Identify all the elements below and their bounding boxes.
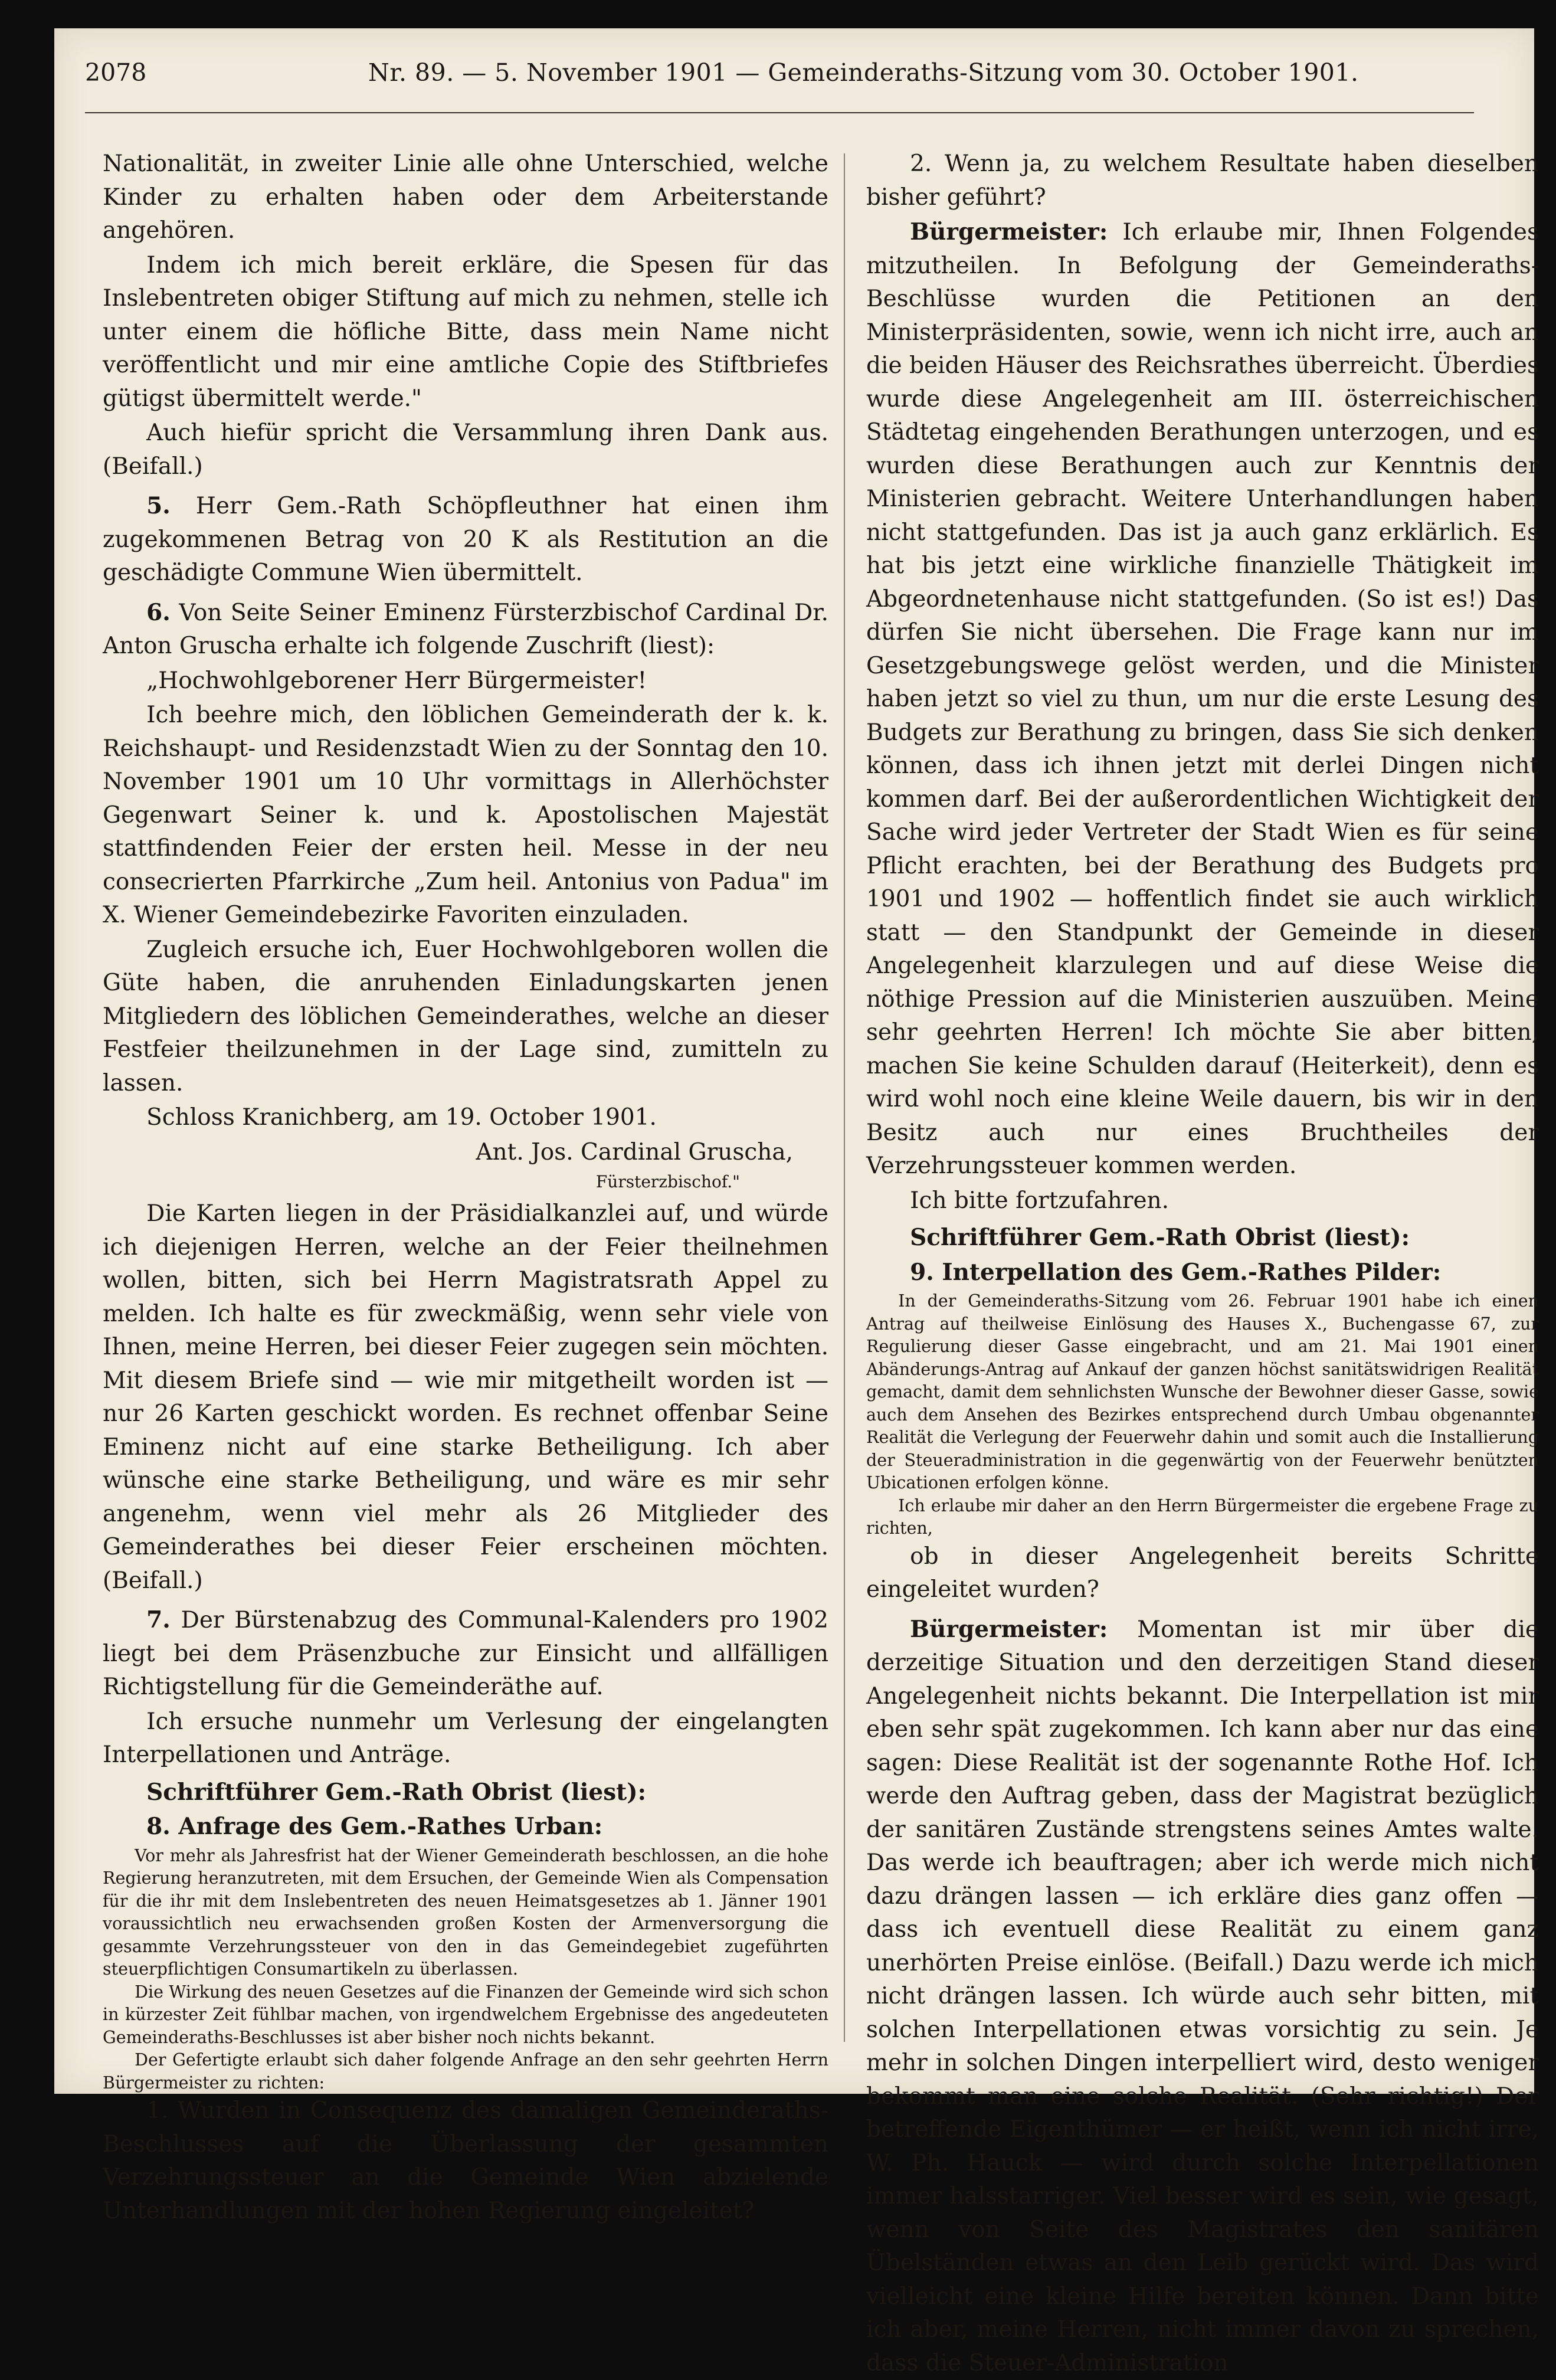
- letter-signature: Ant. Jos. Cardinal Gruscha,: [103, 1136, 793, 1170]
- item-number: 9.: [910, 1259, 934, 1286]
- item-text: Von Seite Seiner Eminenz Fürsterzbischof Cardinal Dr. Anton Gruscha erhalte ich folgende Zuschrift (liest):: [103, 600, 828, 660]
- item-7: [103, 1603, 828, 1704]
- left-column: [103, 148, 828, 2030]
- item-5: [103, 489, 828, 590]
- page-number: 2078: [85, 52, 146, 93]
- small-print-paragraph: Vor mehr als Jahresfrist hat der Wiener Gemeinderath beschlossen, an die hohe Regierung heranzutreten, mit dem Ersuchen, der Gemeinde Wien als Compensation für die ihr mit dem Inslebentreten des neuen Heimatsgesetzes ab 1. Jänner 1901 voraussichtlich neu erwachsenden großen Kosten der Armenversorgung die gesammte Verzehrungssteuer von den in das Gemeindegebiet zugeführten steuerpflichtigen Consumartikeln zu überlassen.: [103, 1845, 828, 1981]
- answer-text: Ich erlaube mir, Ihnen Folgendes mitzutheilen. In Befolgung der Gemeinderaths-Beschlüsse wurden die Petitionen an den Ministerpräsidenten, sowie, wenn ich nicht irre, auch an die beiden Häuser des Reichsrathes überreicht. Überdies wurde diese Angelegenheit am III. österreichischen Städtetag eingehenden Berathungen unterzogen, und es wurden diese Berathungen auch zur Kenntnis der Ministerien gebracht. Weitere Unterhandlungen haben nicht stattgefunden. Das ist ja auch ganz erklärlich. Es hat bis jetzt eine wirkliche finanzielle Thätigkeit im Abgeordnetenhause nicht stattgefunden. (So ist es!) Das dürfen Sie nicht übersehen. Die Frage kann nur im Gesetzgebungswege gelöst werden, und die Minister haben jetzt so viel zu thun, um nur die erste Lesung des Budgets zur Berathung zu bringen, dass Sie sich denken können, dass ich ihnen jetzt mit derlei Dingen nicht kommen darf. Bei der außerordentlichen Wichtigkeit der Sache wird jeder Vertreter der Stadt Wien es für seine Pflicht erachten, bei der Berathung des Budgets pro 1901 und 1902 — hoffentlich findet sie auch wirklich statt — den Standpunkt der Gemeinde in dieser Angelegenheit klarzulegen und auf diese Weise die nöthige Pression auf die Ministerien auszuüben. Meine sehr geehrten Herren! Ich möchte Sie aber bitten, machen Sie keine Schulden darauf (Heiterkeit), denn es wird wohl noch eine kleine Weile dauern, bis wir in den Besitz auch nur eines Bruchtheiles der Verzehrungssteuer kommen werden.: [866, 219, 1539, 1179]
- item-number: 5.: [146, 492, 171, 519]
- speaker-label: Bürgermeister:: [910, 218, 1108, 245]
- small-print-paragraph: Der Gefertigte erlaubt sich daher folgende Anfrage an den sehr geehrten Herrn Bürgermeister zu richten:: [103, 2049, 828, 2094]
- item-number: 7.: [146, 1606, 171, 1633]
- item-8-heading: [103, 1810, 828, 1844]
- column-divider: [844, 153, 845, 2042]
- question-paragraph: 1. Wurden in Consequenz des damaligen Gemeinderaths-Beschlusses auf die Überlassung der gesammten Verzehrungssteuer an die Gemeinde Wien abzielende Unterhandlungen mit der hohen Regierung eingeleitet?: [103, 2094, 828, 2228]
- paragraph: Ich bitte fortzufahren.: [866, 1184, 1539, 1218]
- item-6: [103, 596, 828, 663]
- item-number: 8.: [146, 1813, 171, 1840]
- header-rule: [85, 112, 1474, 113]
- small-print-paragraph: Die Wirkung des neuen Gesetzes auf die Finanzen der Gemeinde wird sich schon in kürzester Zeit fühlbar machen, von irgendwelchem Ergebnisse des angedeuteten Gemeinderaths-Beschlusses ist aber bisher noch nichts bekannt.: [103, 1981, 828, 2050]
- question-paragraph: 2. Wenn ja, zu welchem Resultate haben dieselben bisher geführt?: [866, 148, 1539, 214]
- paragraph: Die Karten liegen in der Präsidialkanzlei auf, und würde ich diejenigen Herren, welche an der Feier theilnehmen wollen, bitten, sich bei Herrn Magistratsrath Appel zu melden. Ich halte es für zweckmäßig, wenn sehr viele von Ihnen, meine Herren, bei dieser Feier zugegen sein möchten. Mit diesem Briefe sind — wie mir mitgetheilt worden ist — nur 26 Karten geschickt worden. Es rechnet offenbar Seine Eminenz nicht auf eine starke Betheiligung. Ich aber wünsche eine starke Betheiligung, und wäre es mir sehr angenehm, wenn viel mehr als 26 Mitglieder des Gemeinderathes bei dieser Feier erscheinen möchten. (Beifall.): [103, 1197, 828, 1597]
- right-column: [866, 148, 1539, 2030]
- paragraph: Nationalität, in zweiter Linie alle ohne Unterschied, welche Kinder zu erhalten haben oder dem Arbeiterstande angehören.: [103, 148, 828, 248]
- speaker-heading: Schriftführer Gem.-Rath Obrist (liest):: [103, 1776, 828, 1809]
- speaker-label: Bürgermeister:: [910, 1616, 1108, 1643]
- item-title: Interpellation des Gem.-Rathes Pilder:: [942, 1259, 1441, 1286]
- paragraph: Auch hiefür spricht die Versammlung ihren Dank aus. (Beifall.): [103, 417, 828, 483]
- small-print-paragraph: In der Gemeinderaths-Sitzung vom 26. Februar 1901 habe ich einen Antrag auf theilweise Einlösung des Hauses X., Buchengasse 67, zur Regulierung dieser Gasse eingebracht, und am 21. Mai 1901 einen Abänderungs-Antrag auf Ankauf der ganzen höchst sanitätswidrigen Realität gemacht, damit dem sehnlichsten Wunsche der Bewohner dieser Gasse, sowie auch dem Ansehen des Bezirkes entsprechend durch Umbau obgenannter Realität die Verlegung der Feuerwehr dahin und somit auch die Installierung der Steueradministration in die gegenwärtig von der Feuerwehr benützten Ubicationen erfolgen könne.: [866, 1290, 1539, 1495]
- item-text: Der Bürstenabzug des Communal-Kalenders pro 1902 liegt bei dem Präsenzbuche zur Einsicht und allfälligen Richtigstellung für die Gemeinderäthe auf.: [103, 1607, 828, 1700]
- small-print-paragraph: Ich erlaube mir daher an den Herrn Bürgermeister die ergebene Frage zu richten,: [866, 1495, 1539, 1540]
- question-paragraph: ob in dieser Angelegenheit bereits Schritte eingeleitet wurden?: [866, 1540, 1539, 1607]
- item-text: Herr Gem.-Rath Schöpfleuthner hat einen ihm zugekommenen Betrag von 20 K als Restitution an die geschädigte Commune Wien übermittelt.: [103, 493, 828, 586]
- letter-place-date: Schloss Kranichberg, am 19. October 1901.: [103, 1101, 828, 1135]
- speaker-answer: [866, 1613, 1539, 2380]
- running-title: Nr. 89. — 5. November 1901 — Gemeinderaths-Sitzung vom 30. October 1901.: [368, 52, 1358, 93]
- answer-text: Momentan ist mir über die derzeitige Situation und den derzeitigen Stand dieser Angelegenheit nichts bekannt. Die Interpellation ist mir eben sehr spät zugekommen. Ich kann aber nur das eine sagen: Diese Realität ist der sogenannte Rothe Hof. Ich werde den Auftrag geben, dass der Magistrat bezüglich der sanitären Zustände strengstens seines Amtes walte. Das werde ich beauftragen; aber ich werde mich nicht dazu drängen lassen — ich erkläre dies ganz offen — dass ich eventuell diese Realität zu einem ganz unerhörten Preise einlöse. (Beifall.) Dazu werde ich mich nicht drängen lassen. Ich würde auch sehr bitten, mit solchen Interpellationen etwas vorsichtig zu sein. Je mehr in solchen Dingen interpelliert wird, desto weniger bekommt man eine solche Realität. (Sehr richtig!) Der betreffende Eigenthümer — er heißt, wenn ich nicht irre, W. Ph. Hauck — wird durch solche Interpellationen immer halsstarriger. Viel besser wird es sein, wie gesagt, wenn von Seite des Magistrates den sanitären Übelständen etwas an den Leib gerückt wird. Das wird vielleicht eine kleine Hilfe bereiten können. Dann bitte ich aber, meine Herren, nicht immer davon zu sprechen, dass die Steuer-Administration: [866, 1616, 1539, 2376]
- paragraph: Ich ersuche nunmehr um Verlesung der eingelangten Interpellationen und Anträge.: [103, 1705, 828, 1772]
- item-9-heading: [866, 1256, 1539, 1289]
- letter-paragraph: Zugleich ersuche ich, Euer Hochwohlgeboren wollen die Güte haben, die anruhenden Einladungskarten jenen Mitgliedern des löblichen Gemeinderathes, welche an dieser Festfeier theilzunehmen in der Lage sind, zumitteln zu lassen.: [103, 934, 828, 1101]
- paragraph: Indem ich mich bereit erkläre, die Spesen für das Inslebentreten obiger Stiftung auf mich zu nehmen, stelle ich unter einem die höfliche Bitte, dass mein Name nicht veröffentlicht und mir eine amtliche Copie des Stiftbriefes gütigst übermittelt werde.": [103, 249, 828, 416]
- page-header: [85, 52, 1275, 93]
- letter-salutation: „Hochwohlgeborener Herr Bürgermeister!: [103, 664, 828, 698]
- item-title: Anfrage des Gem.-Rathes Urban:: [178, 1813, 602, 1840]
- letter-paragraph: Ich beehre mich, den löblichen Gemeinderath der k. k. Reichshaupt- und Residenzstadt Wien zu der Sonntag den 10. November 1901 um 10 Uhr vormittags in Allerhöchster Gegenwart Seiner k. und k. Apostolischen Majestät stattfindenden Feier der ersten heil. Messe in der neu consecrierten Pfarrkirche „Zum heil. Antonius von Padua" im X. Wiener Gemeindebezirke Favoriten einzuladen.: [103, 699, 828, 932]
- letter-signature-title: Fürsterzbischof.": [103, 1170, 740, 1194]
- speaker-answer: [866, 215, 1539, 1183]
- speaker-heading: Schriftführer Gem.-Rath Obrist (liest):: [866, 1221, 1539, 1255]
- item-number: 6.: [146, 599, 171, 626]
